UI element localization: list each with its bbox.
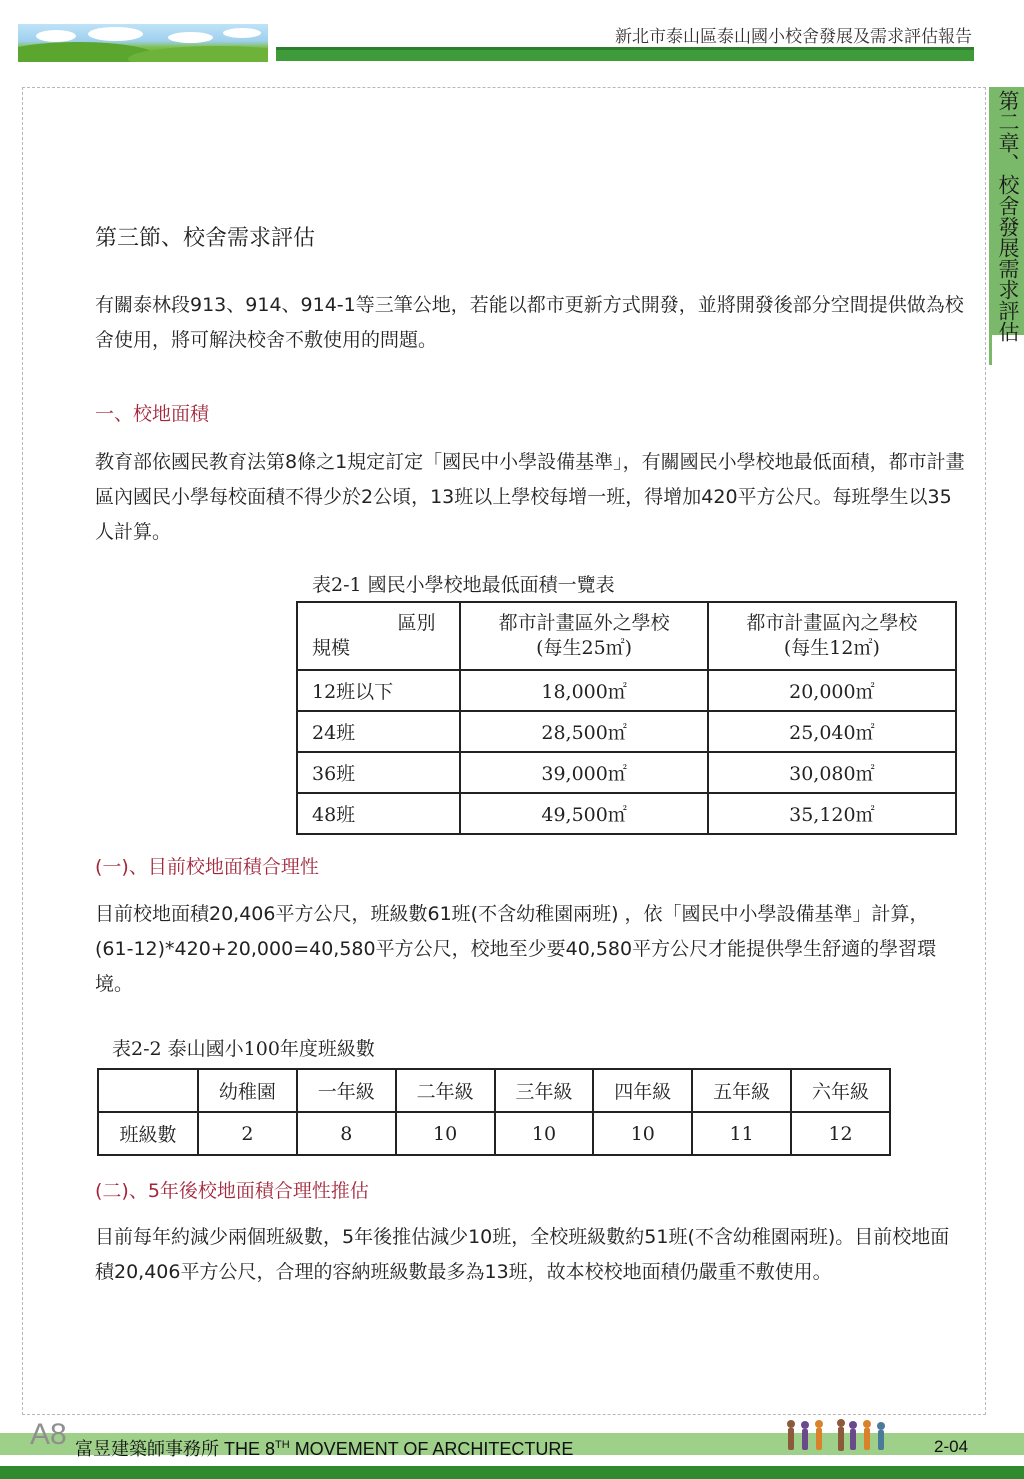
scale-cell: 24班 [297, 711, 460, 752]
value-cell: 12 [791, 1112, 890, 1155]
header-banner-image [18, 24, 268, 62]
row-label-cell: 班級數 [98, 1112, 198, 1155]
header-rule [276, 47, 974, 61]
corner-cell [297, 602, 460, 670]
corner-bottom-label: 規模 [312, 637, 351, 659]
outside-cell: 28,500㎡ [460, 711, 707, 752]
sub2-paragraph: 目前每年約減少兩個班級數，5年後推估減少10班，全校班級數約51班(不含幼稚園兩班)。目前校地面積20,406平方公尺，合理的容納班級數最多為13班，故本校校地面積仍嚴重不敷使用。 [95, 1226, 950, 1283]
table-row [297, 711, 956, 752]
col-inside-title: 都市計畫區內之學校 [746, 612, 918, 634]
sub1-paragraph: 目前校地面積20,406平方公尺，班級數61班(不含幼稚園兩班) ，依「國民中小學設備基準」計算，(61-12)*420+20,000=40,580平方公尺，校地至少要40,580平方公尺才能提供學生舒適的學習環境。 [95, 903, 937, 995]
scale-cell: 36班 [297, 752, 460, 793]
table-header-row [98, 1069, 890, 1112]
outside-cell: 39,000㎡ [460, 752, 707, 793]
intro-paragraph: 有關泰林段913、914、914-1等三筆公地，若能以都市更新方式開發，並將開發後部分空間提供做為校舍使用，將可解決校舍不敷使用的問題。 [95, 294, 964, 351]
value-cell: 10 [593, 1112, 692, 1155]
header-cell: 六年級 [791, 1069, 890, 1112]
col-inside-header [708, 602, 956, 670]
table-row [297, 752, 956, 793]
footer-rule [0, 1466, 1024, 1479]
report-title: 新北市泰山區泰山國小校舍發展及需求評估報告 [615, 27, 972, 47]
chapter-tab-label: 第二章、校舍發展需求評估 [996, 90, 1020, 342]
firm-name [75, 1435, 573, 1461]
firm-name-tail: MOVEMENT OF ARCHITECTURE [289, 1439, 574, 1459]
people-silhouettes-icon [783, 1416, 903, 1456]
table2-caption: 表2-2 泰山國小100年度班級數 [112, 1038, 375, 1060]
header-cell: 一年級 [297, 1069, 396, 1112]
value-cell: 10 [495, 1112, 594, 1155]
table-header-row [297, 602, 956, 670]
value-cell: 2 [198, 1112, 297, 1155]
table1-caption: 表2-1 國民小學校地最低面積一覽表 [312, 574, 615, 596]
table-row [98, 1112, 890, 1155]
scale-cell: 48班 [297, 793, 460, 834]
section-title: 第三節、校舍需求評估 [95, 226, 316, 251]
header-cell [98, 1069, 198, 1112]
firm-name-main: 富昱建築師事務所 THE 8 [75, 1439, 276, 1459]
value-cell: 11 [692, 1112, 791, 1155]
min-area-table [296, 601, 957, 835]
inside-cell: 25,040㎡ [708, 711, 956, 752]
outside-cell: 18,000㎡ [460, 670, 707, 711]
col-outside-header [460, 602, 707, 670]
table-row [297, 793, 956, 834]
col-inside-note: (每生12㎡) [783, 637, 880, 659]
part1-heading: 一、校地面積 [95, 403, 210, 425]
corner-top-label: 區別 [397, 612, 436, 634]
inside-cell: 30,080㎡ [708, 752, 956, 793]
value-cell: 8 [297, 1112, 396, 1155]
header-cell: 四年級 [593, 1069, 692, 1112]
firm-logo: A8 [30, 1418, 67, 1451]
header-cell: 幼稚園 [198, 1069, 297, 1112]
table-row [297, 670, 956, 711]
col-outside-title: 都市計畫區外之學校 [498, 612, 670, 634]
inside-cell: 35,120㎡ [708, 793, 956, 834]
col-outside-note: (每生25㎡) [536, 637, 633, 659]
inside-cell: 20,000㎡ [708, 670, 956, 711]
scale-cell: 12班以下 [297, 670, 460, 711]
class-count-table [97, 1068, 891, 1156]
outside-cell: 49,500㎡ [460, 793, 707, 834]
sub2-heading: (二)、5年後校地面積合理性推估 [95, 1180, 369, 1202]
header-cell: 三年級 [495, 1069, 594, 1112]
header-cell: 二年級 [396, 1069, 495, 1112]
value-cell: 10 [396, 1112, 495, 1155]
part1-paragraph: 教育部依國民教育法第8條之1規定訂定「國民中小學設備基準」，有關國民小學校地最低面積，都市計畫區內國民小學每校面積不得少於2公頃，13班以上學校每增一班，得增加420平方公尺。每班學生以35人計算。 [95, 451, 965, 543]
header-cell: 五年級 [692, 1069, 791, 1112]
firm-name-sup: TH [275, 1439, 290, 1451]
sub1-heading: (一)、目前校地面積合理性 [95, 856, 319, 878]
page-number: 2-04 [934, 1437, 969, 1456]
